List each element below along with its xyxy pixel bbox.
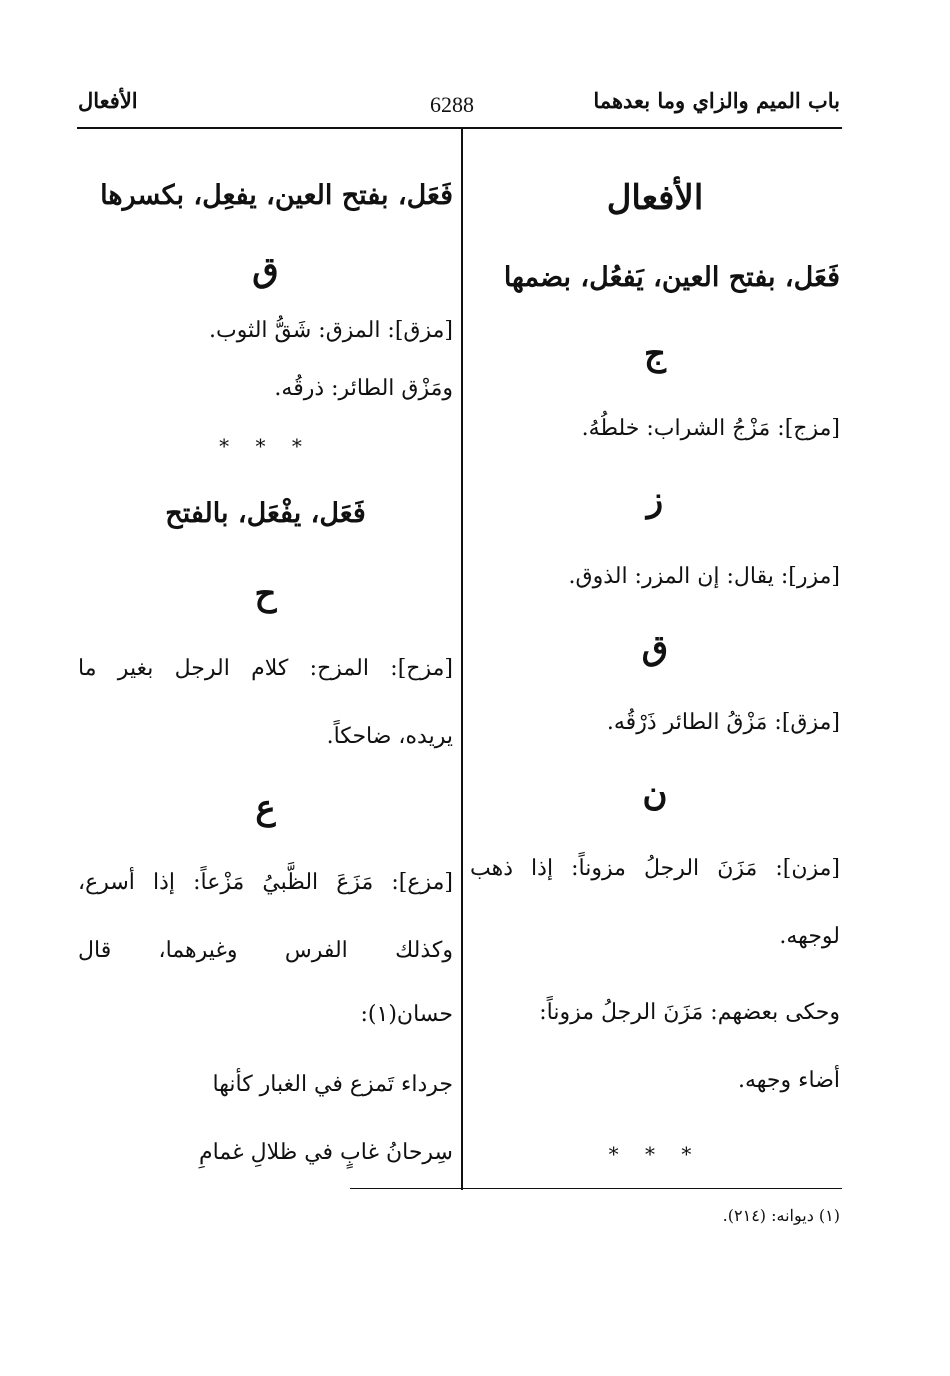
letter-heading-zay: ز <box>646 480 664 520</box>
entry-mazaha-line-1: [مزح]: المزح: كلام الرجل بغير ما <box>78 656 453 681</box>
main-heading: الأفعال <box>606 178 704 218</box>
entry-mazaqa-line-1: [مزق]: المزق: شَقُّ الثوب. <box>208 318 453 343</box>
running-header-chapter: باب الميم والزاي وما بعدهما <box>593 88 840 113</box>
entry-mazaa-line-2: وكذلك الفرس وغيرهما، قال <box>78 938 453 963</box>
entry-mazara: [مزر]: يقال: إن المزر: الذوق. <box>568 564 840 589</box>
letter-heading-jim: ج <box>644 334 666 374</box>
entry-mazaa-line-3: حسان(١): <box>360 1002 453 1027</box>
section-heading-yafalu: فَعَل، يفْعَل، بالفتح <box>165 498 366 529</box>
entry-mazana-line-3: وحكى بعضهم: مَزَنَ الرجلُ مزوناً: <box>539 1000 840 1025</box>
entry-mazaqa-line-2: ومَزْق الطائر: ذرقُه. <box>274 376 453 401</box>
entry-mazaqa: [مزق]: مَزْقُ الطائر ذَرْقُه. <box>606 710 840 735</box>
section-separator-stars: * * * <box>608 1142 702 1166</box>
poem-verse-1: جرداء تَمزع في الغبار كأنها <box>212 1072 453 1097</box>
section-separator-stars: * * * <box>219 434 312 458</box>
entry-mazaha-line-2: يريده، ضاحكاً. <box>326 724 453 749</box>
letter-heading-nun: ن <box>642 774 668 814</box>
entry-mazana-line-4: أضاء وجهه. <box>738 1068 840 1093</box>
letter-heading-qaf: ق <box>641 628 669 668</box>
entry-mazana-line-1: [مزن]: مَزَنَ الرجلُ مزوناً: إذا ذهب <box>470 856 840 881</box>
page-number: 6288 <box>430 92 474 117</box>
header-rule <box>77 127 842 129</box>
footnote-rule <box>350 1188 842 1189</box>
column-divider <box>461 128 463 1190</box>
letter-heading-ha: ح <box>254 574 277 614</box>
running-header-section: الأفعال <box>78 88 138 113</box>
section-heading-yafulu: فَعَل، بفتح العين، يَفعُل، بضمها <box>503 262 840 293</box>
letter-heading-qaf: ق <box>252 250 279 290</box>
poem-verse-2: سِرحانُ غابٍ في ظلالِ غمامِ <box>199 1140 453 1165</box>
section-heading-yafilu: فَعَل، بفتح العين، يفعِل، بكسرها <box>100 180 453 211</box>
entry-mazaja: [مزج]: مَزْجُ الشراب: خلطُهُ. <box>581 416 840 441</box>
footnote: (١) ديوانه: (٢١٤). <box>722 1206 840 1225</box>
entry-mazaa-line-1: [مزع]: مَزَعَ الظَّبيُ مَزْعاً: إذا أسرع، <box>78 870 453 895</box>
letter-heading-ayn: ع <box>255 788 276 828</box>
entry-mazana-line-2: لوجهه. <box>779 924 840 949</box>
